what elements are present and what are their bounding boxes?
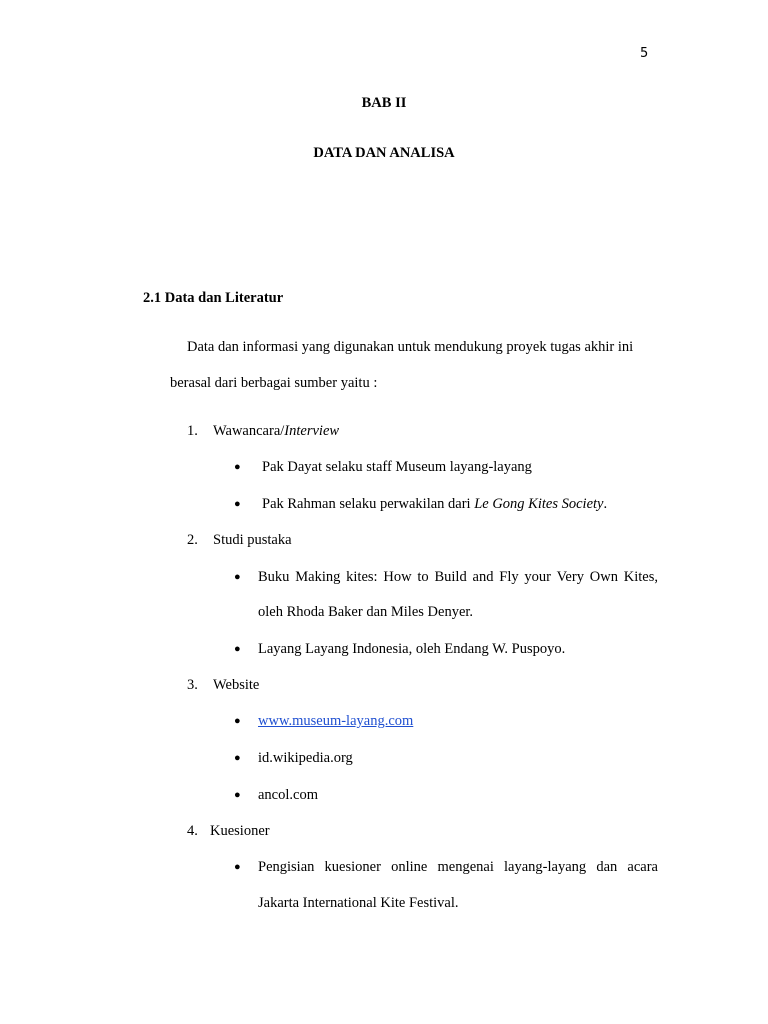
section-heading: 2.1 Data dan Literatur [143, 290, 284, 306]
list-number: 2. [187, 532, 198, 548]
bullet-icon: ● [234, 752, 241, 764]
bullet-icon: ● [234, 461, 241, 473]
list-label: Wawancara/ [213, 423, 285, 439]
list-item-interview [187, 423, 339, 440]
list-item-questionnaire [187, 823, 270, 840]
list-number: 3. [187, 677, 198, 693]
sub-item: id.wikipedia.org [258, 750, 353, 766]
sub-item: Pak Rahman selaku perwakilan dari Le Gong Kites Society. [262, 496, 608, 512]
sub-item-line-2: Jakarta International Kite Festival. [258, 895, 459, 911]
list-label: Website [213, 677, 260, 693]
sub-item-line-1: Pengisian kuesioner online mengenai layang-layang dan acara [258, 859, 658, 875]
list-label: Studi pustaka [213, 532, 292, 548]
list-label: Kuesioner [210, 823, 270, 839]
list-item-website [187, 677, 259, 694]
sub-item: ancol.com [258, 787, 318, 803]
bullet-icon: ● [234, 715, 241, 727]
sub-item-line-2: oleh Rhoda Baker dan Miles Denyer. [258, 604, 474, 620]
list-item-literature [187, 532, 292, 549]
museum-website-link[interactable]: www.museum-layang.com [258, 713, 414, 729]
page-number: 5 [640, 46, 649, 61]
intro-paragraph-line-2: berasal dari berbagai sumber yaitu : [170, 375, 378, 391]
bullet-icon: ● [234, 571, 241, 583]
intro-paragraph-line-1: Data dan informasi yang digunakan untuk mendukung proyek tugas akhir ini [187, 339, 634, 355]
sub-item-line-1: Buku Making kites: How to Build and Fly your Very Own Kites, [258, 569, 658, 585]
list-label-italic: Interview [284, 423, 340, 439]
sub-item: Layang Layang Indonesia, oleh Endang W. Puspoyo. [258, 641, 566, 657]
bullet-icon: ● [234, 861, 241, 873]
list-number: 1. [187, 423, 198, 439]
bullet-icon: ● [234, 789, 241, 801]
chapter-title: DATA DAN ANALISA [313, 145, 455, 161]
list-number: 4. [187, 823, 198, 839]
society-name: Le Gong Kites Society [474, 496, 604, 512]
chapter-heading: BAB II [361, 95, 407, 111]
bullet-icon: ● [234, 643, 241, 655]
sub-item: Pak Dayat selaku staff Museum layang-layang [262, 459, 532, 475]
bullet-icon: ● [234, 498, 241, 510]
